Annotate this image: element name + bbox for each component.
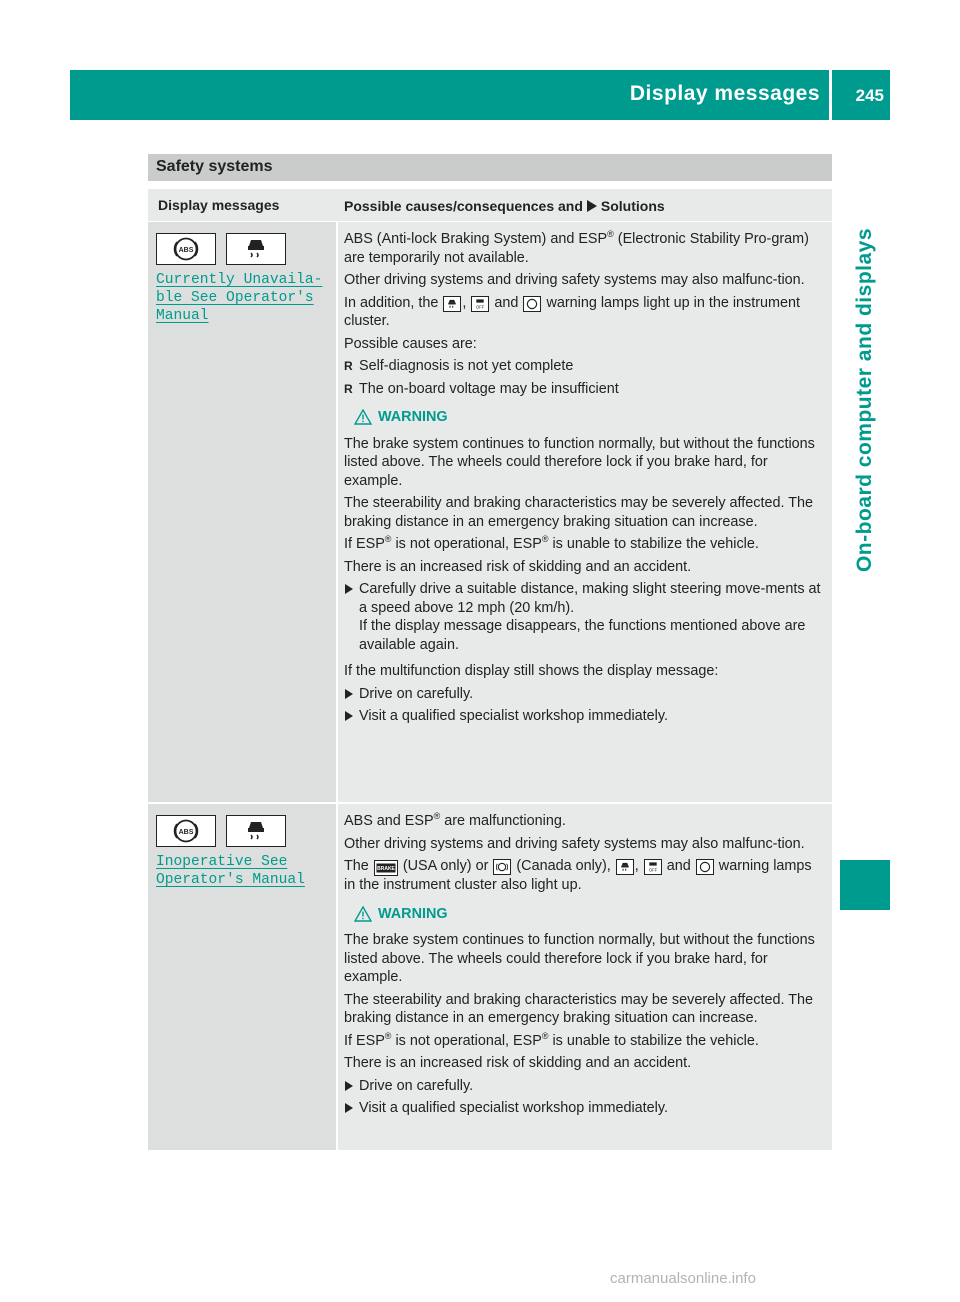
col2-header-solutions: Solutions [600, 198, 665, 214]
header-separator [829, 70, 832, 120]
display-messages-table [148, 189, 832, 1152]
table-header [148, 189, 832, 222]
message-cell [148, 222, 336, 802]
warning-triangle-icon [354, 409, 372, 425]
table-row [148, 222, 832, 804]
skid-car-icon [443, 296, 461, 312]
esp-off-icon [471, 296, 489, 312]
skid-car-icon [616, 859, 634, 875]
paragraph: If ESP® is not operational, ESP® is unable to stabilize the vehicle. [344, 534, 759, 552]
list-item: Visit a qualified specialist workshop immediately. [344, 1099, 826, 1118]
esp-off-icon [644, 859, 662, 875]
abs-icon [156, 233, 216, 265]
paragraph: In addition, the , OFF and warning lamps light up in the instrument cluster. [344, 294, 801, 329]
paragraph: ABS and ESP® are malfunctioning. [344, 811, 566, 829]
list-item: Drive on carefully. [344, 685, 826, 704]
warning-triangle-icon [354, 906, 372, 922]
col2-header [338, 189, 832, 221]
col1-header: Display messages [158, 197, 280, 213]
paragraph: There is an increased risk of skidding and an accident. [344, 558, 692, 575]
message-cell [148, 804, 336, 1150]
paragraph: The brake system continues to function normally, but without the functions listed above. The wheels could therefore lock if you brake hard, for example. [344, 435, 815, 489]
paragraph: ABS (Anti-lock Braking System) and ESP® (Electronic Stability Pro-gram) are temporarily not available. [344, 229, 809, 266]
watermark: carmanualsonline.info [610, 1270, 756, 1287]
paragraph: There is an increased risk of skidding and an accident. [344, 1055, 692, 1071]
paragraph: Possible causes are: [344, 335, 477, 352]
section-bar [148, 154, 832, 181]
message-line: Currently Unavaila‐ [156, 272, 323, 288]
paragraph: The steerability and braking characteristics may be severely affected. The braking distance in an emergency braking situation can increase. [344, 991, 813, 1026]
svg-text:ABS: ABS [178, 247, 194, 254]
skid-car-icon [226, 233, 286, 265]
paragraph: Other driving systems and driving safety systems may also malfunc-tion. [344, 272, 805, 288]
solutions-cell [338, 804, 832, 1150]
abs-icon [523, 296, 541, 312]
svg-text:BRAKE: BRAKE [376, 866, 395, 872]
paragraph: If the multifunction display still shows the display message: [344, 663, 719, 679]
brake-circle-icon [493, 859, 511, 875]
abs-icon [696, 859, 714, 875]
solutions-cell [338, 222, 832, 802]
list-item: Carefully drive a suitable distance, making slight steering move-ments at a speed above 12 mph (20 km/h). If the display message disappears, the functions mentioned above are available again. [344, 580, 826, 654]
message-line: Operator's Manual [156, 872, 305, 888]
warning-heading: WARNING [354, 905, 826, 924]
paragraph: If ESP® is not operational, ESP® is unable to stabilize the vehicle. [344, 1030, 759, 1049]
header-title: Display messages [629, 82, 820, 105]
header-bar [70, 70, 890, 120]
side-tab-label: On-board computer and displays [853, 227, 876, 573]
section-title: Safety systems [156, 158, 273, 175]
message-line: ble See Operator's [156, 290, 314, 306]
paragraph: Other driving systems and driving safety systems may also malfunc-tion. [344, 835, 805, 852]
svg-text:OFF: OFF [476, 304, 485, 310]
abs-icon [156, 815, 216, 847]
paragraph: The BRAKE (USA only) or (Canada only), , OFF and warning lamps in the instrument cluster also light up. [344, 858, 812, 893]
list-item: Visit a qualified specialist workshop immediately. [344, 707, 826, 726]
message-line: Inoperative See [156, 854, 288, 870]
warning-heading: WARNING [354, 408, 826, 427]
list-item: R Self-diagnosis is not yet complete [344, 358, 574, 374]
skid-car-icon [226, 815, 286, 847]
svg-text:OFF: OFF [648, 867, 657, 873]
triangle-arrow-icon [587, 200, 597, 212]
side-tab-marker [840, 860, 890, 910]
col2-header-text: Possible causes/consequences and [344, 198, 583, 214]
svg-text:ABS: ABS [178, 829, 194, 836]
paragraph: The steerability and braking characteristics may be severely affected. The braking distance in an emergency braking situation can increase. [344, 495, 813, 530]
list-item: Drive on carefully. [344, 1077, 826, 1096]
list-item: R The on-board voltage may be insufficient [344, 380, 619, 397]
paragraph: The brake system continues to function normally, but without the functions listed above. The wheels could therefore lock if you brake hard, for example. [344, 932, 815, 985]
message-line: Manual [156, 308, 209, 324]
brake-icon [374, 860, 398, 876]
table-row [148, 804, 832, 1152]
page-number: 245 [855, 86, 884, 105]
